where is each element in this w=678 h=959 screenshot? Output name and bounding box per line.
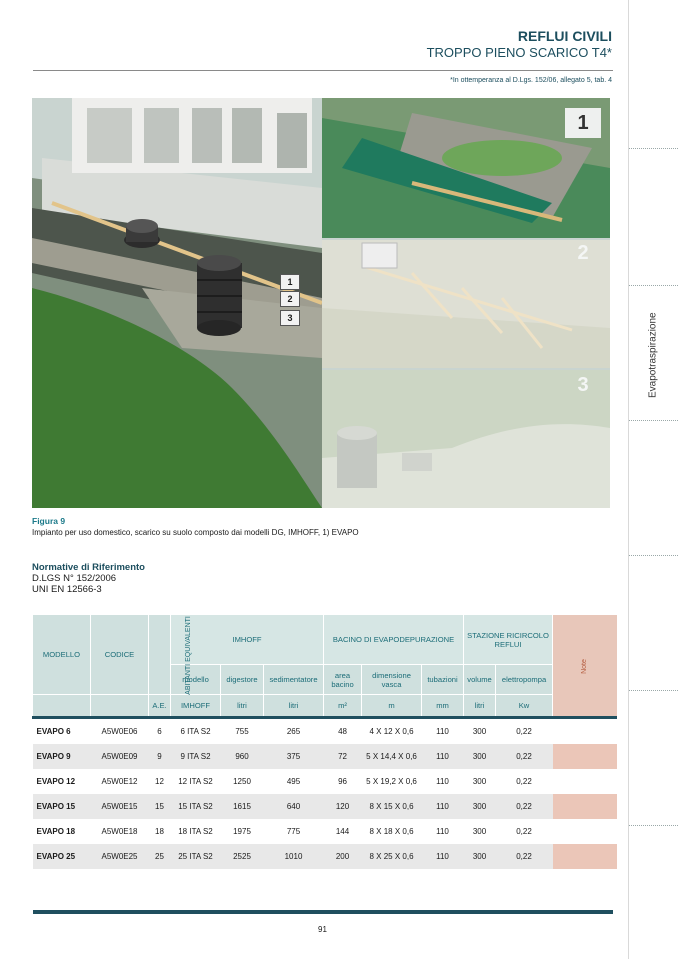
cell-imhoff: 18 ITA S2 [178,827,213,836]
cell-dimensione: 8 X 15 X 0,6 [362,794,422,819]
cell-modello: EVAPO 18 [36,827,76,836]
cell-modello: EVAPO 9 [33,744,91,769]
cell-volume: 300 [472,827,487,836]
unit-header: mm [422,695,464,718]
panel-number-label: 1 [565,108,601,138]
page-number: 91 [318,925,327,934]
cell-modello: EVAPO 12 [36,777,76,786]
cell-elettropompa: 0,22 [516,827,532,836]
cell-modello: EVAPO 6 [33,718,91,745]
cell-volume: 300 [464,844,496,869]
page-subtitle: TROPPO PIENO SCARICO T4* [426,45,612,60]
cell-digestore: 755 [221,718,264,745]
unit-header [91,695,149,718]
cell-dimensione: 8 X 25 X 0,6 [362,844,422,869]
unit-header: litri [264,695,324,718]
unit-header: m [362,695,422,718]
cell-volume: 300 [472,777,487,786]
cell-sedimentatore: 640 [264,794,324,819]
cell-dimensione: 5 X 19,2 X 0,6 [366,777,417,786]
unit-header: Kw [496,695,553,718]
figure-description: Impianto per uso domestico, scarico su suolo composto dai modelli DG, IMHOFF, 1) EVAPO [32,528,359,537]
cell-ae: 6 [149,718,171,745]
table-row [33,819,617,844]
side-divider [629,555,678,556]
cell-sedimentatore: 495 [286,777,301,786]
cell-ae: 12 [155,777,164,786]
col-header-codice: CODICE [91,615,149,695]
cell-elettropompa: 0,22 [496,718,553,745]
cell-digestore: 1975 [233,827,251,836]
side-margin-line [628,0,629,959]
col-header-abitanti [149,615,192,695]
group-header-stazione: STAZIONE RICIRCOLO REFLUI [464,615,553,665]
cell-sedimentatore: 375 [264,744,324,769]
cell-tubazioni: 110 [436,827,449,836]
cell-digestore: 1615 [221,794,264,819]
figure-caption: Figura 9 [32,516,66,526]
header-footnote: *In ottemperanza al D.Lgs. 152/06, allegato 5, tab. 4 [450,77,612,84]
sub-header: tubazioni [422,665,464,695]
col-header-modello: MODELLO [33,615,91,695]
sub-header: volume [464,665,496,695]
cell-ae: 9 [149,744,171,769]
panel-number-label: 3 [577,373,589,396]
cell-sedimentatore: 1010 [264,844,324,869]
unit-header: m² [324,695,362,718]
cell-elettropompa: 0,22 [496,744,553,769]
unit-header: A.E. [149,695,171,718]
cell-codice: A5W0E06 [91,718,149,745]
side-divider [629,148,678,149]
side-divider [629,285,678,286]
cell-codice: A5W0E15 [91,794,149,819]
cell-ae: 18 [155,827,164,836]
specifications-table [32,614,617,869]
cell-dimensione: 4 X 12 X 0,6 [362,718,422,745]
cell-note [553,819,617,844]
cell-imhoff: 25 ITA S2 [171,844,221,869]
cell-codice: A5W0E18 [101,827,138,836]
component-label: 2 [280,291,300,307]
component-label: 3 [280,310,300,326]
cell-area: 120 [324,794,362,819]
cell-modello: EVAPO 25 [33,844,91,869]
cell-tubazioni: 110 [422,844,464,869]
cell-sedimentatore: 775 [286,827,301,836]
sub-header: modello [171,665,221,695]
page-title: REFLUI CIVILI [517,28,612,44]
cell-elettropompa: 0,22 [496,794,553,819]
cell-note [553,769,617,794]
cell-dimensione: 8 X 18 X 0,6 [369,827,414,836]
sub-header: sedimentatore [264,665,324,695]
cell-area: 48 [324,718,362,745]
normative-item: D.LGS N° 152/2006 [32,573,117,584]
cell-digestore: 2525 [221,844,264,869]
cell-modello: EVAPO 15 [33,794,91,819]
cell-imhoff: 9 ITA S2 [171,744,221,769]
col-header-note [553,615,617,718]
cell-elettropompa: 0,22 [516,777,532,786]
cell-volume: 300 [464,744,496,769]
illustration-svg [32,98,610,508]
cell-note [553,744,617,769]
sub-header: elettropompa [496,665,553,695]
sub-header: dimensione vasca [362,665,422,695]
cell-codice: A5W0E12 [101,777,138,786]
sub-header: area bacino [324,665,362,695]
cell-area: 96 [338,777,347,786]
side-divider [629,420,678,421]
note-label: Note [581,659,589,674]
normative-item: UNI EN 12566-3 [32,584,102,595]
cell-digestore: 960 [221,744,264,769]
cell-volume: 300 [464,794,496,819]
cell-volume: 300 [464,718,496,745]
cell-note [553,794,617,819]
table-row [33,744,617,769]
cell-area: 72 [324,744,362,769]
cell-sedimentatore: 265 [264,718,324,745]
cell-codice: A5W0E09 [91,744,149,769]
cell-tubazioni: 110 [436,777,449,786]
group-header-imhoff: IMHOFF [171,615,324,665]
cell-area: 200 [324,844,362,869]
component-label: 1 [280,274,300,290]
cell-codice: A5W0E25 [91,844,149,869]
cell-ae: 25 [149,844,171,869]
cell-imhoff: 12 ITA S2 [178,777,213,786]
cell-imhoff: 15 ITA S2 [171,794,221,819]
cell-digestore: 1250 [233,777,251,786]
cell-note [553,718,617,745]
cell-elettropompa: 0,22 [496,844,553,869]
normative-title: Normative di Riferimento [32,562,145,573]
header-divider [33,70,613,71]
unit-header [33,695,91,718]
unit-header: litri [221,695,264,718]
cell-ae: 15 [149,794,171,819]
cell-tubazioni: 110 [422,794,464,819]
side-divider [629,825,678,826]
cell-imhoff: 6 ITA S2 [171,718,221,745]
side-divider [629,690,678,691]
cell-tubazioni: 110 [422,744,464,769]
unit-header: litri [464,695,496,718]
cell-tubazioni: 110 [422,718,464,745]
cell-note [553,844,617,869]
panel-number-label: 2 [577,241,589,264]
unit-header: IMHOFF [171,695,221,718]
table-row [33,718,617,745]
group-header-bacino: BACINO DI EVAPODEPURAZIONE [324,615,464,665]
cell-area: 144 [335,827,350,836]
cell-dimensione: 5 X 14,4 X 0,6 [362,744,422,769]
table-row [33,844,617,869]
sub-header: digestore [221,665,264,695]
abitanti-label: ABITANTI EQUIVALENTI [184,616,192,695]
side-tab-evapotraspirazione[interactable]: Evapotraspirazione [647,312,659,398]
table-row [33,794,617,819]
footer-divider [33,910,613,914]
installation-illustration [32,98,610,508]
table-row [33,769,617,794]
